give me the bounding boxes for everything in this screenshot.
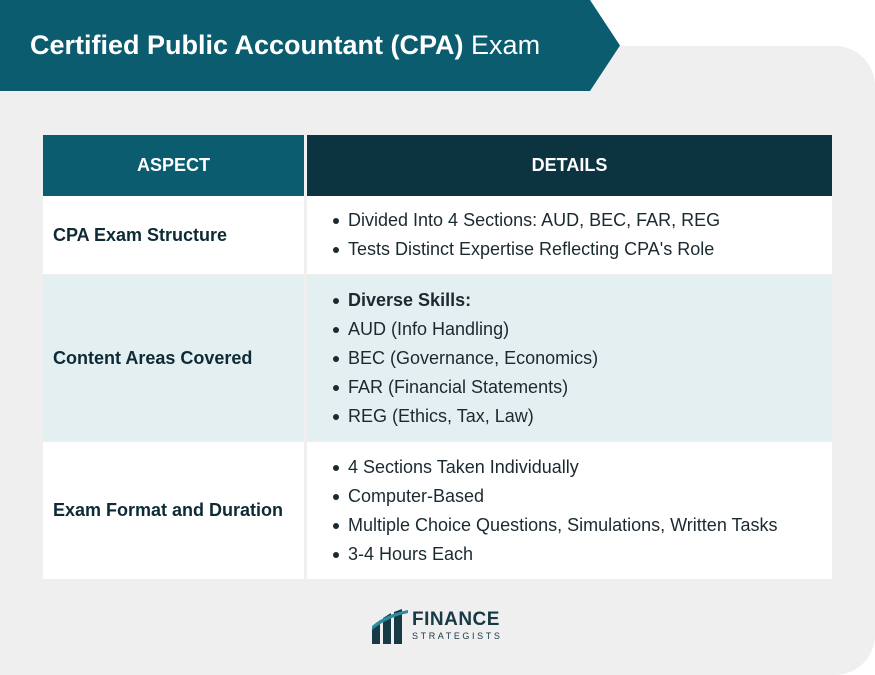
logo-text-top: FINANCE: [412, 609, 500, 630]
details-list: [331, 286, 598, 431]
page-title: [30, 0, 540, 91]
list-item: Multiple Choice Questions, Simulations, Written Tasks: [331, 511, 778, 540]
details-list: [331, 453, 778, 569]
details-cell: [307, 442, 832, 579]
list-item: REG (Ethics, Tax, Law): [331, 402, 598, 431]
table-row: [43, 442, 832, 579]
list-item: Computer-Based: [331, 482, 778, 511]
header-aspect: ASPECT: [43, 135, 304, 196]
aspect-cell: Exam Format and Duration: [43, 442, 304, 579]
table-header-row: [43, 135, 832, 196]
list-item: Diverse Skills:: [331, 286, 598, 315]
title-banner: [0, 0, 620, 91]
cpa-table: [43, 135, 832, 579]
list-item: 4 Sections Taken Individually: [331, 453, 778, 482]
aspect-cell: Content Areas Covered: [43, 275, 304, 441]
list-item: Divided Into 4 Sections: AUD, BEC, FAR, REG: [331, 206, 720, 235]
list-item: BEC (Governance, Economics): [331, 344, 598, 373]
title-bold: Certified Public Accountant (CPA): [30, 30, 464, 60]
details-cell: [307, 196, 832, 274]
aspect-cell: CPA Exam Structure: [43, 196, 304, 274]
header-details: DETAILS: [307, 135, 832, 196]
finance-strategists-logo-icon: [372, 608, 408, 644]
details-list: [331, 206, 720, 264]
list-item: Tests Distinct Expertise Reflecting CPA's Role: [331, 235, 720, 264]
table-row: [43, 275, 832, 441]
list-item: FAR (Financial Statements): [331, 373, 598, 402]
table-row: [43, 196, 832, 274]
details-cell: [307, 275, 832, 441]
list-item: 3-4 Hours Each: [331, 540, 778, 569]
logo-text-bottom: STRATEGISTS: [412, 631, 503, 641]
finance-strategists-logo: [372, 608, 512, 644]
list-item: AUD (Info Handling): [331, 315, 598, 344]
title-light: Exam: [471, 30, 541, 60]
